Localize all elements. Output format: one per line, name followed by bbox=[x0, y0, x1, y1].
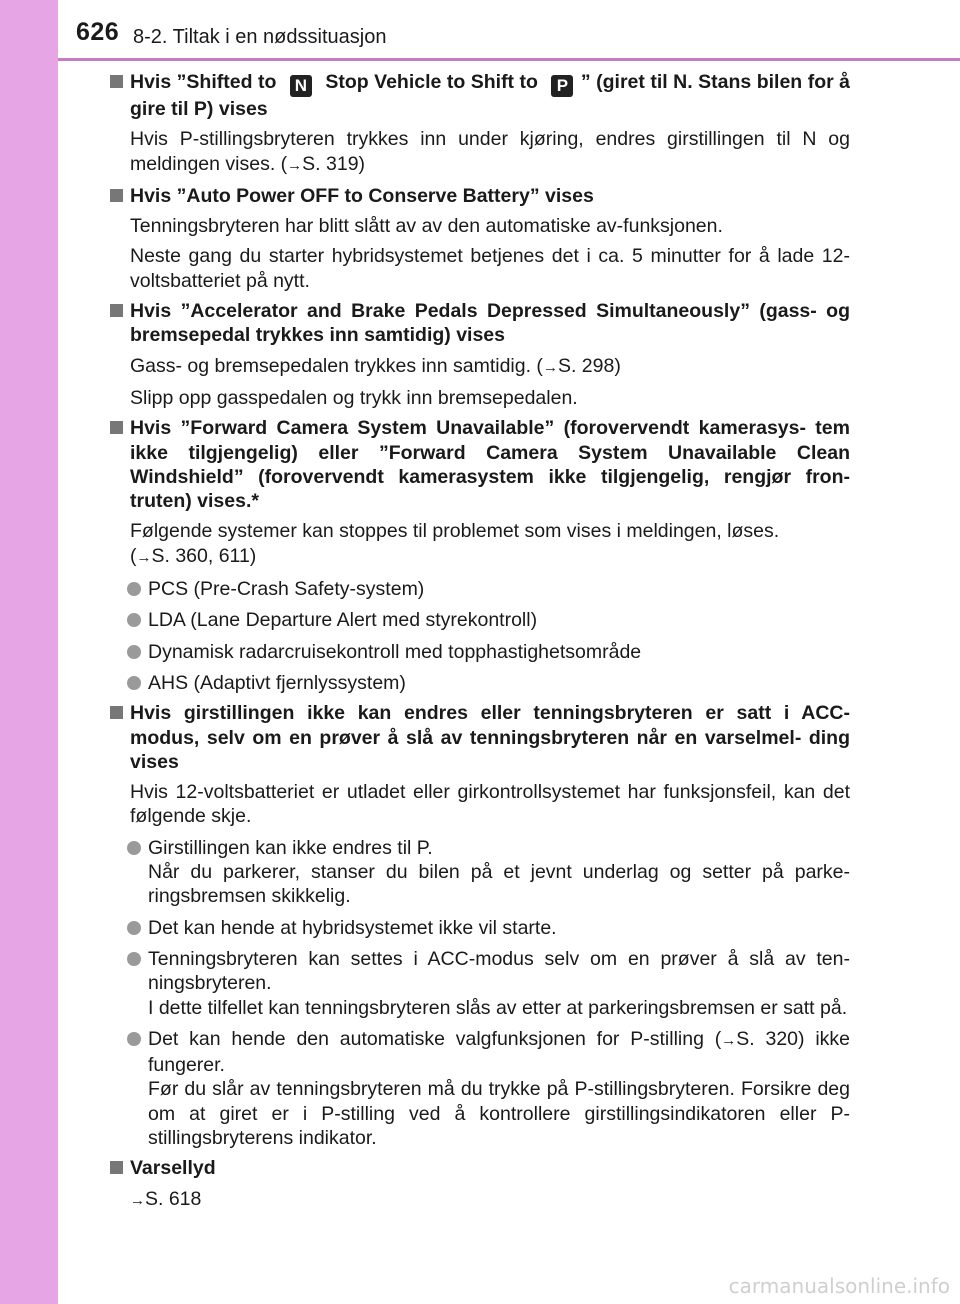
page-reference[interactable]: S. 319) bbox=[302, 152, 366, 175]
heading-warning-sound: Varsellyd bbox=[110, 1156, 850, 1180]
list-item: Det kan hende at hybridsystemet ikke vil starte. bbox=[110, 916, 850, 940]
arrow-right-icon: → bbox=[136, 548, 152, 566]
list-item: AHS (Adaptivt fjernlyssystem) bbox=[110, 671, 850, 695]
paragraph: Slipp opp gasspedalen og trykk inn bremsepedalen. bbox=[130, 386, 578, 409]
header-divider bbox=[58, 58, 960, 61]
heading-acc-mode: Hvis girstillingen ikke kan endres eller tenningsbryteren er satt i ACC- modus, selv om en prøver å slå av tenningsbryteren når en varselmel- ding vises bbox=[110, 701, 850, 774]
heading-square-icon bbox=[110, 189, 123, 202]
heading-auto-power-off: Hvis ”Auto Power OFF to Conserve Battery” vises bbox=[110, 184, 850, 208]
side-color-strip bbox=[0, 0, 58, 1304]
arrow-right-icon: → bbox=[542, 358, 558, 376]
bullet-icon bbox=[127, 645, 141, 659]
paragraph: Neste gang du starter hybridsystemet betjenes det i ca. 5 minutter for å lade 12-voltsbatteriet på nytt. bbox=[130, 245, 850, 292]
paragraph: Hvis 12-voltsbatteriet er utladet eller girkontrollsystemet har funksjonsfeil, kan det følgende skje. bbox=[130, 781, 850, 828]
shift-p-icon: P bbox=[551, 75, 573, 97]
paragraph: Følgende systemer kan stoppes til problemet som vises i meldingen, løses. (→S. 360, 611) bbox=[130, 520, 780, 567]
heading-square-icon bbox=[110, 1161, 123, 1174]
heading-square-icon bbox=[110, 75, 123, 88]
section-title: 8-2. Tiltak i en nødssituasjon bbox=[133, 26, 387, 48]
list-item: Dynamisk radarcruisekontroll med topphastighetsområde bbox=[110, 640, 850, 664]
paragraph: Gass- og bremsepedalen trykkes inn samtidig. (→S. 298) bbox=[130, 354, 621, 377]
bullet-icon bbox=[127, 952, 141, 966]
heading-square-icon bbox=[110, 304, 123, 317]
page-reference[interactable]: S. 298) bbox=[557, 354, 621, 377]
heading-square-icon bbox=[110, 421, 123, 434]
paragraph: Tenningsbryteren har blitt slått av av den automatiske av-funksjonen. bbox=[130, 215, 723, 238]
heading-pedals-depressed: Hvis ”Accelerator and Brake Pedals Depressed Simultaneously” (gass- og bremsepedal trykkes inn samtidig) vises bbox=[110, 299, 850, 348]
list-item: LDA (Lane Departure Alert med styrekontroll) bbox=[110, 608, 850, 632]
heading-forward-camera: Hvis ”Forward Camera System Unavailable” (forovervendt kamerasys- tem ikke tilgjengelig) eller ”Forward Camera System Unavailable Clean Windshield” (forovervendt kamerasystem ikke tilgjengelig, rengjør fron- truten) vises.* bbox=[110, 416, 850, 513]
bullet-icon bbox=[127, 582, 141, 596]
arrow-right-icon: → bbox=[287, 156, 303, 174]
watermark: carmanualsonline.info bbox=[728, 1274, 950, 1298]
paragraph bbox=[110, 1187, 850, 1213]
bullet-icon bbox=[127, 921, 141, 935]
bullet-icon bbox=[127, 613, 141, 627]
list-item: Det kan hende den automatiske valgfunksjonen for P-stilling (→S. 320) ikke fungerer. Før du slår av tenningsbryteren må du trykke på P-stillingsbryteren. Forsikre deg om at giret er i P-stilling ved å kontrollere girstillingsindikatoren eller P- stillingsbryterens indikator. bbox=[110, 1027, 850, 1150]
page-reference[interactable]: S. 320) ikke fungerer. bbox=[148, 1027, 850, 1077]
arrow-right-icon: → bbox=[130, 1191, 145, 1209]
paragraph: Hvis P-stillingsbryteren trykkes inn under kjøring, endres girstillingen til N og meldingen vises. (→S. 319) bbox=[130, 128, 850, 175]
page-header bbox=[58, 0, 960, 60]
page-reference[interactable]: S. 618 bbox=[145, 1187, 202, 1210]
arrow-right-icon: → bbox=[721, 1031, 737, 1049]
shift-n-icon: N bbox=[290, 75, 312, 97]
list-item: PCS (Pre-Crash Safety-system) bbox=[110, 577, 850, 601]
heading-square-icon bbox=[110, 706, 123, 719]
bullet-icon bbox=[127, 676, 141, 690]
page-reference[interactable]: S. 360, 611) bbox=[151, 544, 257, 567]
heading-shifted-to-n: Hvis ”Shifted to N Stop Vehicle to Shift to P ” (giret til N. Stans bilen for å gire til P) vises bbox=[110, 70, 850, 121]
bullet-icon bbox=[127, 841, 141, 855]
list-item: Girstillingen kan ikke endres til P. Når du parkerer, stanser du bilen på et jevnt underlag og setter på parke- ringsbremsen skikkelig. bbox=[110, 836, 850, 909]
bullet-icon bbox=[127, 1032, 141, 1046]
page-content bbox=[110, 68, 850, 1213]
list-item: Tenningsbryteren kan settes i ACC-modus selv om en prøver å slå av ten- ningsbryteren. I dette tilfellet kan tenningsbryteren slås av etter at parkeringsbremsen er satt på. bbox=[110, 947, 850, 1020]
page-number: 626 bbox=[76, 18, 120, 46]
